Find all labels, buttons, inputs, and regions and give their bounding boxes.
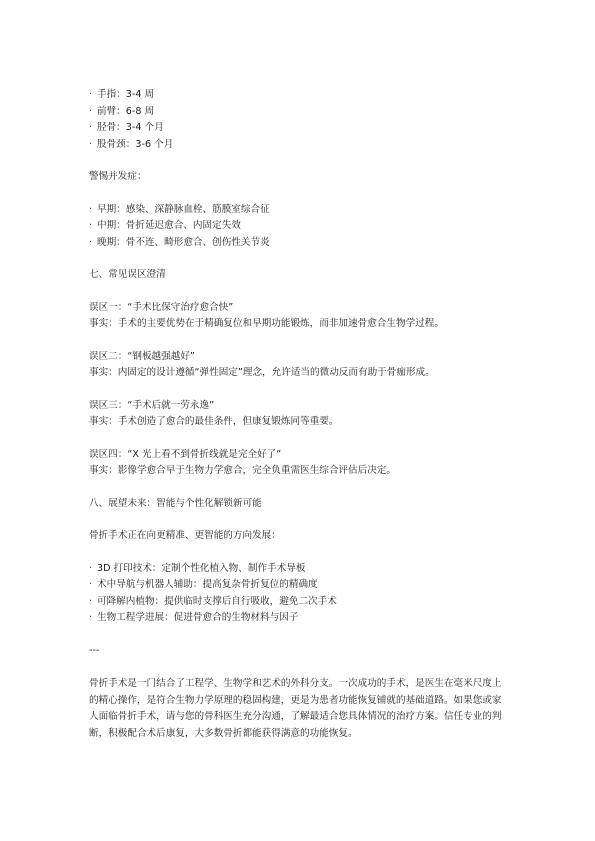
bullet: ·: [89, 220, 93, 231]
myth-title: 误区一：“手术比保守治疗愈合快”: [89, 301, 234, 313]
bullet: ·: [89, 562, 93, 574]
myth-block: [89, 300, 519, 333]
list-item: · 前臂：6-8 周: [89, 104, 519, 121]
myth-title: 误区四：“X 光上看不到骨折线就是完全好了”: [89, 448, 282, 460]
list-item: · 晚期：骨不连、畸形愈合、创伤性关节炎: [89, 235, 519, 252]
list-item: · 3D 打印技术：定制个性化植入物、制作手术导板: [89, 561, 519, 578]
myth-title: 误区三：“手术后就一劳永逸”: [89, 399, 215, 411]
complications-list: [89, 202, 519, 252]
document-page: [89, 87, 519, 742]
myth-block: [89, 398, 519, 431]
bullet: ·: [89, 203, 93, 215]
myth-block: [89, 447, 519, 480]
section-heading: 七、常见误区澄清: [89, 269, 166, 280]
list-item: · 手指：3-4 周: [89, 87, 519, 104]
myth-fact: 事实：内固定的设计遵循“弹性固定”理念，允许适当的微动反而有助于骨痂形成。: [89, 367, 435, 378]
healing-time-list: [89, 87, 519, 153]
myth-title: 误区二：“钢板越强越好”: [89, 350, 195, 362]
bullet: ·: [89, 595, 93, 607]
list-item: · 股骨颈：3-6 个月: [89, 137, 519, 154]
myth-fact: 事实：手术的主要优势在于精确复位和早期功能锻炼，而非加速骨愈合生物学过程。: [89, 318, 444, 329]
divider: ---: [89, 644, 100, 656]
section-heading: 八、展望未来：智能与个性化解锁新可能: [89, 497, 262, 509]
list-item: · 生物工程学进展：促进骨愈合的生物材料与因子: [89, 610, 519, 627]
bullet: ·: [89, 89, 93, 100]
myth-fact: 事实：影像学愈合早于生物力学愈合，完全负重需医生综合评估后决定。: [89, 465, 396, 476]
bullet: ·: [89, 236, 93, 248]
list-item: · 术中导航与机器人辅助：提高复杂骨折复位的精确度: [89, 577, 519, 594]
list-item: · 胫骨：3-4 个月: [89, 120, 519, 137]
conclusion-paragraph: 骨折手术是一门结合了工程学、生物学和艺术的外科分支。一次成功的手术，是医生在毫米尺度上的精心操作，是符合生物力学原理的稳固构建，更是为患者功能恢复铺就的基础道路。如果您或家人面临骨折手术，请与您的骨科医生充分沟通，了解最适合您具体情况的治疗方案。信任专业的判断，积极配合术后康复，大多数骨折都能获得满意的功能恢复。: [89, 678, 502, 739]
section-intro: 骨折手术正在向更精准、更智能的方向发展：: [89, 530, 281, 541]
bullet: ·: [89, 138, 93, 150]
complications-heading: 警惕并发症：: [89, 171, 147, 182]
list-item: · 早期：感染、深静脉血栓、筋膜室综合征: [89, 202, 519, 219]
list-item: · 可降解内植物：提供临时支撑后自行吸收，避免二次手术: [89, 594, 519, 611]
bullet: ·: [89, 122, 93, 133]
future-list: [89, 561, 519, 627]
bullet: ·: [89, 612, 93, 623]
bullet: ·: [89, 579, 93, 590]
myth-fact: 事实：手术创造了愈合的最佳条件，但康复锻炼同等重要。: [89, 416, 339, 427]
list-item: · 中期：骨折延迟愈合、内固定失效: [89, 218, 519, 235]
bullet: ·: [89, 105, 93, 117]
myth-block: [89, 349, 519, 382]
